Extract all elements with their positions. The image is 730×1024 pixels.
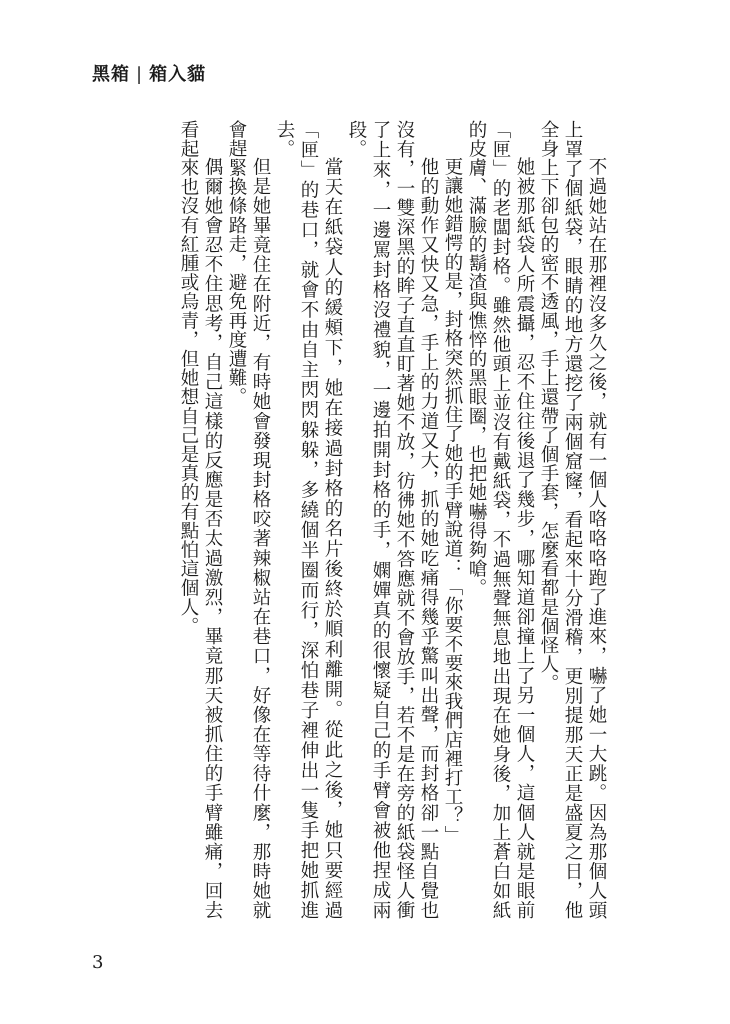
paragraph: 不過她站在那裡沒多久之後，就有一個人咯咯咯跑了進來，嚇了她一大跳。因為那個人頭上罩了個紙袋，眼睛的地方還挖了兩個窟窿，看起來十分滑稽，更別提那天正是盛夏之日，他全身上下卻包的密不透風，手上還帶了個手套，怎麼看都是個怪人。 [538,120,607,920]
vertical-body-text [176,120,608,920]
book-title: 黑箱 [92,64,130,85]
paragraph: 但是她畢竟住在附近，有時她會發現封格咬著辣椒站在巷口，好像在等待什麼，那時她就會趕緊換條路走，避免再度遭難。 [226,120,271,920]
header-separator: | [136,64,144,85]
chapter-title: 箱入貓 [149,64,207,85]
paragraph: 更讓她錯愕的是，封格突然抓住了她的手臂說道：「你要不要來我們店裡打工？」 [442,157,463,845]
paragraph: 當天在紙袋人的緩頰下，她在接過封格的名片後終於順利離開。從此之後，她只要經過「匣」的巷口，就會不由自主閃閃躲躲，多繞個半圈而行，深怕巷子裡伸出一隻手把她抓進去。 [274,120,343,920]
paragraph: 她被那紙袋人所震攝，忍不住往後退了幾步，哪知道卻撞上了另一個人，這個人就是眼前「匣」的老闆封格。雖然他頭上並沒有戴紙袋，不過無聲無息地出現在她身後，加上蒼白如紙的皮膚、滿臉的鬍渣與憔悴的黑眼圈，也把她嚇得夠嗆。 [466,120,535,920]
paragraph: 他的動作又快又急，手上的力道又大，抓的她吃痛得幾乎驚叫出聲，而封格卻一點自覺也沒有，一雙深黑的眸子直直盯著她不放，彷彿她不答應就不會放手，若不是在旁的紙袋怪人衝了上來，一邊罵封格沒禮貌，一邊拍開封格的手，嫻嬋真的很懷疑自己的手臂會被他捏成兩段。 [346,120,439,920]
page-number: 3 [92,952,104,973]
running-header [92,60,206,86]
paragraph: 偶爾她會忍不住思考，自己這樣的反應是否太過激烈，畢竟那天被抓住的手臂雖痛，回去看起來也沒有紅腫或烏青，但她想自己是真的有點怕這個人。 [178,120,223,920]
